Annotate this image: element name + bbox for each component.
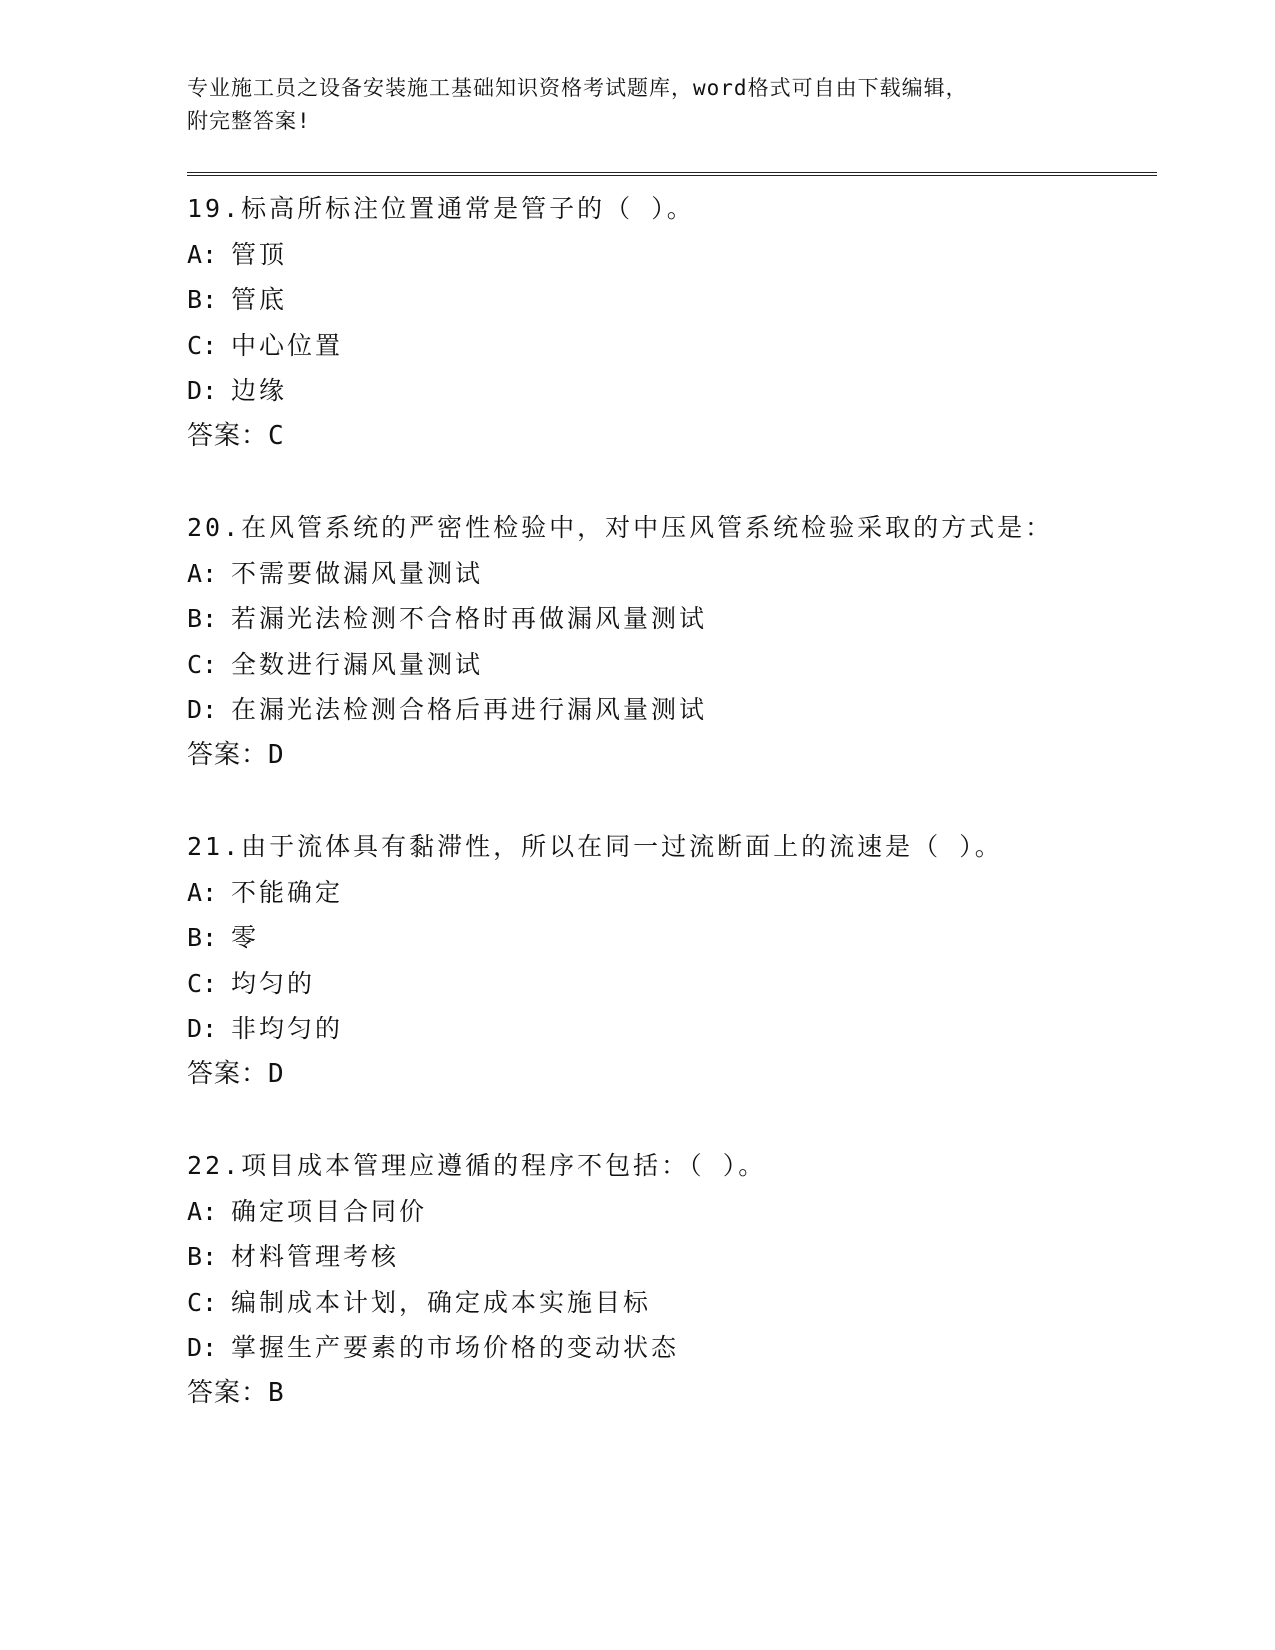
option-c bbox=[187, 323, 1157, 369]
option-d bbox=[187, 1325, 1157, 1371]
option-letter: B: bbox=[187, 923, 218, 952]
answer-label: 答案： bbox=[187, 1377, 269, 1408]
option-c bbox=[187, 1280, 1157, 1326]
question-stem: 19.标高所标注位置通常是管子的（ ）。 bbox=[187, 194, 695, 223]
header-line-1: 专业施工员之设备安装施工基础知识资格考试题库，word格式可自由下载编辑， bbox=[187, 76, 968, 100]
option-text: 材料管理考核 bbox=[231, 1242, 400, 1271]
answer-line bbox=[187, 1371, 1157, 1417]
option-letter: C: bbox=[187, 1287, 218, 1317]
option-text: 全数进行漏风量测试 bbox=[231, 649, 484, 679]
answer-label: 答案： bbox=[187, 420, 269, 451]
option-c bbox=[187, 642, 1157, 688]
question-stem: 22.项目成本管理应遵循的程序不包括：（ ）。 bbox=[187, 1151, 767, 1180]
option-text: 非均匀的 bbox=[231, 1014, 344, 1043]
answer-value: D bbox=[268, 739, 285, 770]
answer-value: C bbox=[268, 420, 285, 451]
option-text: 确定项目合同价 bbox=[231, 1196, 428, 1226]
option-a bbox=[187, 1189, 1157, 1235]
option-text: 管底 bbox=[231, 285, 288, 314]
option-letter: C: bbox=[187, 649, 218, 679]
option-b bbox=[187, 1234, 1157, 1280]
option-text: 均匀的 bbox=[231, 968, 316, 998]
option-a bbox=[187, 870, 1157, 916]
option-text: 不能确定 bbox=[231, 877, 344, 907]
answer-line bbox=[187, 733, 1157, 779]
option-letter: B: bbox=[187, 604, 218, 633]
question-22 bbox=[187, 1143, 1157, 1416]
option-letter: A: bbox=[187, 877, 218, 907]
option-text: 中心位置 bbox=[231, 330, 344, 360]
option-a bbox=[187, 551, 1157, 597]
option-text: 不需要做漏风量测试 bbox=[231, 558, 484, 588]
option-text: 若漏光法检测不合格时再做漏风量测试 bbox=[231, 604, 708, 633]
option-letter: C: bbox=[187, 330, 218, 360]
option-text: 掌握生产要素的市场价格的变动状态 bbox=[231, 1333, 680, 1362]
header-line-2: 附完整答案! bbox=[187, 109, 311, 133]
option-letter: D: bbox=[187, 376, 218, 405]
question-stem: 21.由于流体具有黏滞性，所以在同一过流断面上的流速是（ ）。 bbox=[187, 832, 1003, 861]
option-text: 边缘 bbox=[231, 376, 288, 405]
question-19 bbox=[187, 186, 1157, 459]
option-b bbox=[187, 596, 1157, 642]
answer-line bbox=[187, 414, 1157, 460]
answer-line bbox=[187, 1052, 1157, 1098]
option-d bbox=[187, 1006, 1157, 1052]
document-page bbox=[187, 72, 1157, 1462]
answer-label: 答案： bbox=[187, 739, 269, 770]
option-text: 在漏光法检测合格后再进行漏风量测试 bbox=[231, 695, 708, 724]
option-a bbox=[187, 232, 1157, 278]
option-c bbox=[187, 961, 1157, 1007]
option-d bbox=[187, 368, 1157, 414]
option-letter: B: bbox=[187, 285, 218, 314]
option-text: 零 bbox=[231, 923, 260, 952]
option-letter: A: bbox=[187, 1196, 218, 1226]
option-b bbox=[187, 277, 1157, 323]
option-b bbox=[187, 915, 1157, 961]
option-letter: D: bbox=[187, 695, 218, 724]
option-text: 管顶 bbox=[231, 239, 288, 269]
option-letter: D: bbox=[187, 1333, 218, 1362]
answer-value: B bbox=[268, 1377, 285, 1408]
option-text: 编制成本计划，确定成本实施目标 bbox=[231, 1287, 652, 1317]
option-letter: C: bbox=[187, 968, 218, 998]
question-21 bbox=[187, 824, 1157, 1097]
question-stem: 20.在风管系统的严密性检验中，对中压风管系统检验采取的方式是： bbox=[187, 513, 1054, 542]
option-letter: A: bbox=[187, 558, 218, 588]
answer-value: D bbox=[268, 1058, 285, 1089]
answer-label: 答案： bbox=[187, 1058, 269, 1089]
option-letter: A: bbox=[187, 239, 218, 269]
option-d bbox=[187, 687, 1157, 733]
question-20 bbox=[187, 505, 1157, 778]
question-list bbox=[187, 186, 1157, 1416]
document-header bbox=[187, 72, 1157, 138]
option-letter: D: bbox=[187, 1014, 218, 1043]
option-letter: B: bbox=[187, 1242, 218, 1271]
header-divider bbox=[187, 172, 1157, 176]
